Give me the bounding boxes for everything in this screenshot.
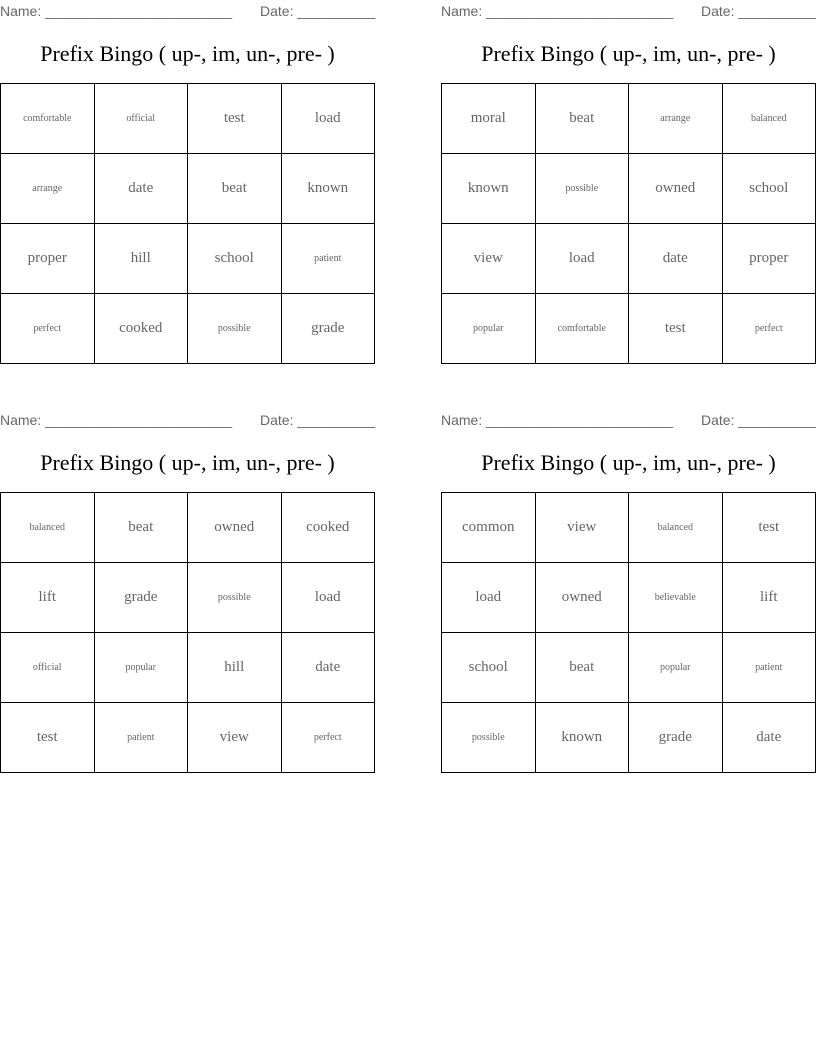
card-title: Prefix Bingo ( up-, im, un-, pre- ) (40, 41, 335, 66)
bingo-cell: proper (1, 224, 95, 294)
bingo-cell: popular (442, 294, 536, 364)
card-title: Prefix Bingo ( up-, im, un-, pre- ) (481, 41, 776, 66)
grid-row (442, 493, 816, 563)
grid-row (1, 703, 375, 773)
bingo-cell: known (281, 154, 375, 224)
date-field: Date: __________ (701, 3, 816, 19)
date-field: Date: __________ (260, 3, 376, 19)
bingo-cell: balanced (722, 84, 816, 154)
grid-row (442, 84, 816, 154)
date-field: Date: __________ (701, 412, 816, 428)
bingo-cell: believable (629, 563, 723, 633)
bingo-cell: lift (722, 563, 816, 633)
bingo-cell: arrange (629, 84, 723, 154)
bingo-cell: view (442, 224, 536, 294)
grid-row (442, 224, 816, 294)
card-title: Prefix Bingo ( up-, im, un-, pre- ) (40, 450, 335, 475)
bingo-cell: view (188, 703, 282, 773)
bingo-cell: school (722, 154, 816, 224)
date-field: Date: __________ (260, 412, 376, 428)
bingo-cell: test (1, 703, 95, 773)
bingo-cell: test (722, 493, 816, 563)
name-field: Name: ________________________ (0, 412, 232, 428)
name-date-line (441, 412, 816, 428)
bingo-cell: owned (535, 563, 629, 633)
bingo-cell: popular (94, 633, 188, 703)
bingo-cell: perfect (281, 703, 375, 773)
bingo-cell: arrange (1, 154, 95, 224)
grid-row (1, 84, 375, 154)
bingo-card (441, 409, 816, 779)
name-field: Name: ________________________ (441, 412, 673, 428)
bingo-cell: possible (535, 154, 629, 224)
bingo-cell: moral (442, 84, 536, 154)
bingo-cell: load (442, 563, 536, 633)
grid-row (1, 154, 375, 224)
bingo-cell: comfortable (1, 84, 95, 154)
name-date-line (0, 3, 375, 19)
name-field: Name: ________________________ (441, 3, 673, 19)
bingo-cell: beat (535, 84, 629, 154)
bingo-cell: patient (722, 633, 816, 703)
bingo-cell: cooked (94, 294, 188, 364)
bingo-card (0, 409, 375, 779)
bingo-cell: possible (188, 294, 282, 364)
bingo-grid (0, 492, 375, 773)
grid-row (1, 633, 375, 703)
bingo-grid (441, 492, 816, 773)
bingo-cell: popular (629, 633, 723, 703)
bingo-cell: cooked (281, 493, 375, 563)
bingo-cell: hill (94, 224, 188, 294)
bingo-cell: grade (629, 703, 723, 773)
bingo-cell: official (1, 633, 95, 703)
bingo-cell: patient (94, 703, 188, 773)
bingo-card (441, 0, 816, 370)
grid-row (442, 633, 816, 703)
bingo-cell: proper (722, 224, 816, 294)
bingo-cell: lift (1, 563, 95, 633)
bingo-cell: perfect (1, 294, 95, 364)
bingo-cell: date (281, 633, 375, 703)
grid-row (1, 294, 375, 364)
bingo-cell: date (94, 154, 188, 224)
grid-row (442, 154, 816, 224)
card-title: Prefix Bingo ( up-, im, un-, pre- ) (481, 450, 776, 475)
bingo-cell: beat (535, 633, 629, 703)
bingo-cell: owned (629, 154, 723, 224)
grid-row (442, 703, 816, 773)
bingo-cell: comfortable (535, 294, 629, 364)
bingo-cell: possible (188, 563, 282, 633)
bingo-cell: date (722, 703, 816, 773)
bingo-cell: patient (281, 224, 375, 294)
bingo-cell: grade (94, 563, 188, 633)
bingo-cell: test (188, 84, 282, 154)
bingo-cell: official (94, 84, 188, 154)
bingo-cell: date (629, 224, 723, 294)
name-field: Name: ________________________ (0, 3, 232, 19)
bingo-cell: owned (188, 493, 282, 563)
bingo-cell: school (442, 633, 536, 703)
bingo-cell: hill (188, 633, 282, 703)
grid-row (442, 563, 816, 633)
bingo-cell: common (442, 493, 536, 563)
bingo-cell: balanced (1, 493, 95, 563)
bingo-cell: view (535, 493, 629, 563)
bingo-cell: beat (188, 154, 282, 224)
grid-row (442, 294, 816, 364)
bingo-cell: grade (281, 294, 375, 364)
bingo-cell: beat (94, 493, 188, 563)
bingo-cell: load (281, 84, 375, 154)
bingo-cell: balanced (629, 493, 723, 563)
name-date-line (441, 3, 816, 19)
bingo-card (0, 0, 375, 370)
bingo-cell: possible (442, 703, 536, 773)
bingo-cell: known (442, 154, 536, 224)
bingo-cell: school (188, 224, 282, 294)
bingo-grid (0, 83, 375, 364)
grid-row (1, 493, 375, 563)
bingo-cell: load (281, 563, 375, 633)
bingo-cell: load (535, 224, 629, 294)
name-date-line (0, 412, 375, 428)
bingo-cell: known (535, 703, 629, 773)
bingo-cell: perfect (722, 294, 816, 364)
grid-row (1, 224, 375, 294)
bingo-grid (441, 83, 816, 364)
bingo-cell: test (629, 294, 723, 364)
grid-row (1, 563, 375, 633)
